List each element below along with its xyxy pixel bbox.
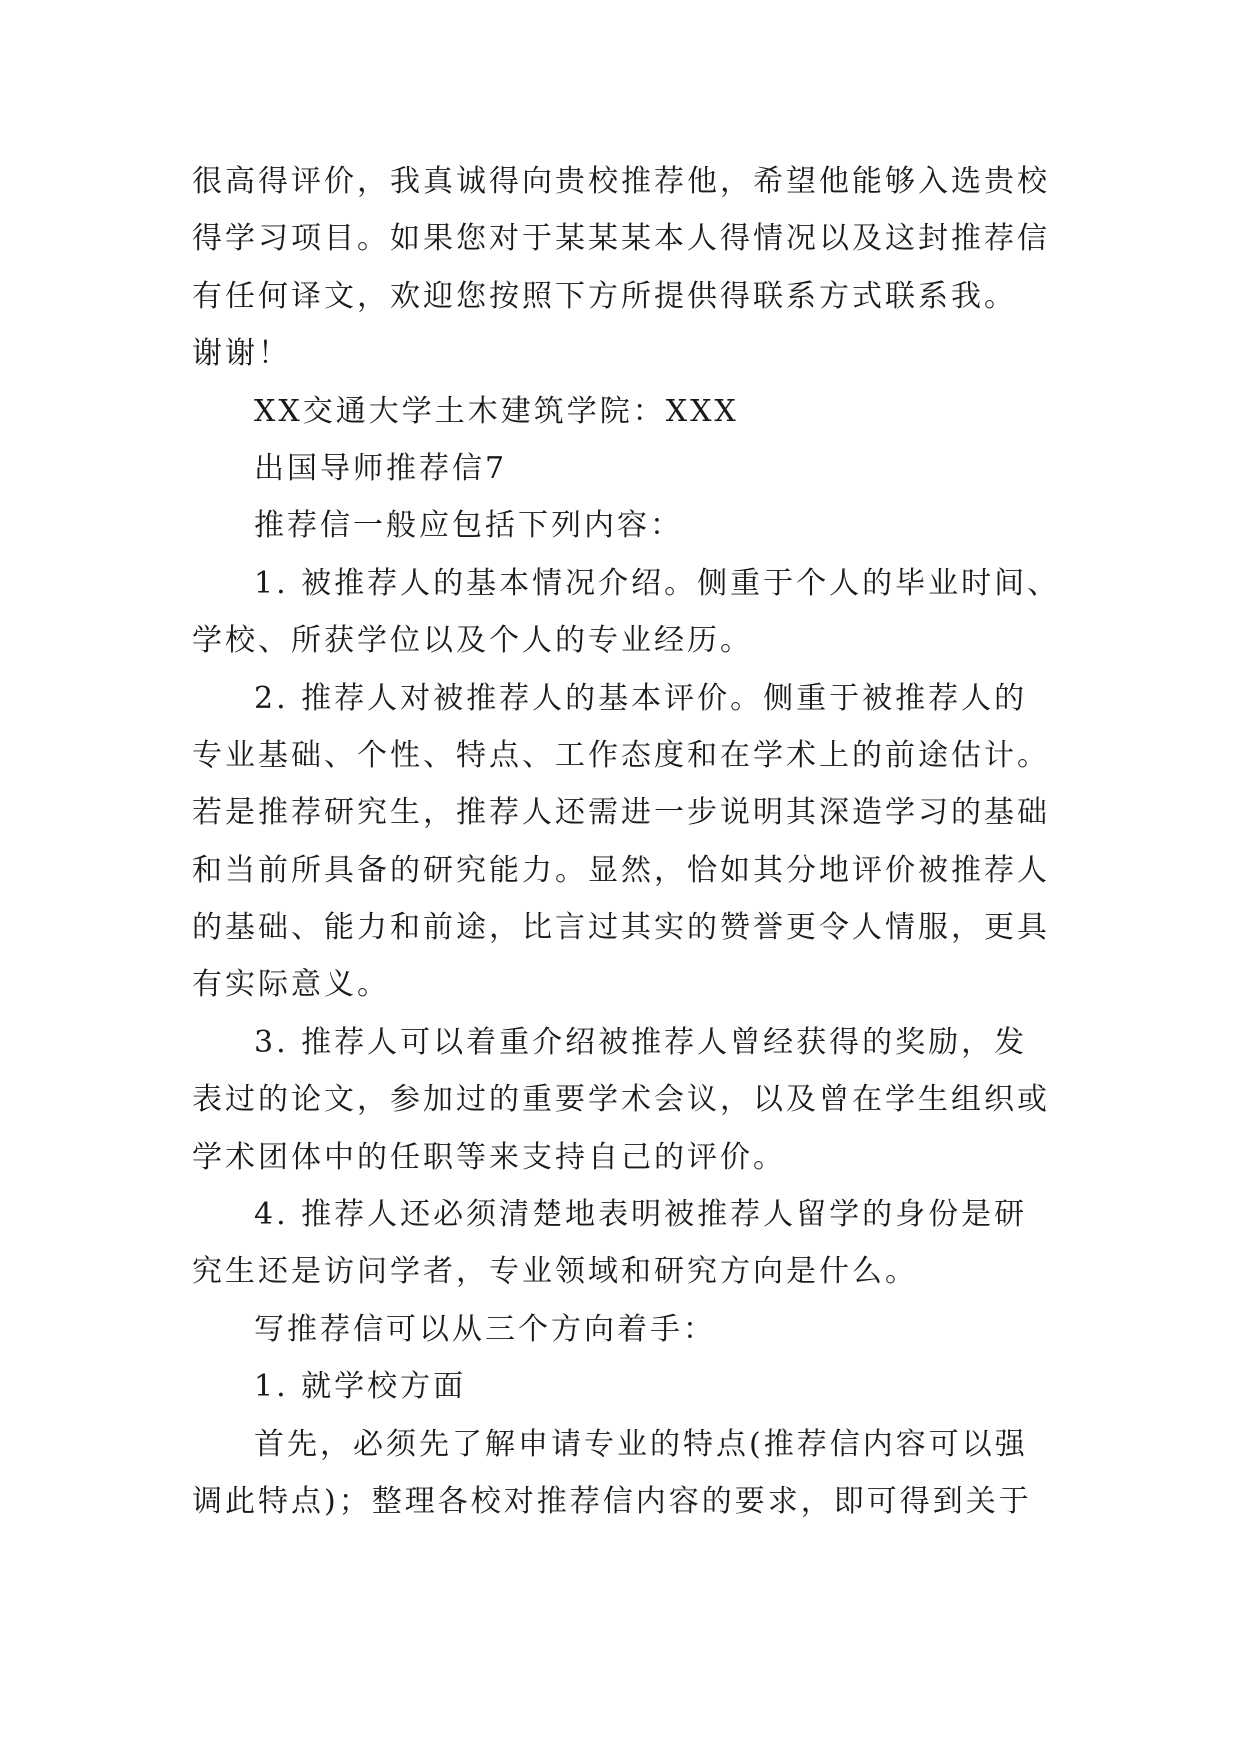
text-line: 究生还是访问学者，专业领域和研究方向是什么。 — [192, 1254, 918, 1290]
list-item: 2. 推荐人对被推荐人的基本评价。侧重于被推荐人的 — [254, 680, 1028, 716]
text-line: 学校、所获学位以及个人的专业经历。 — [192, 623, 753, 659]
section-title: 出国导师推荐信7 — [254, 450, 508, 486]
text-line: 有实际意义。 — [192, 967, 390, 1003]
text-line: 表过的论文，参加过的重要学术会议，以及曾在学生组织或 — [192, 1082, 1050, 1118]
text-line: 写推荐信可以从三个方向着手： — [254, 1311, 716, 1347]
text-line: 推荐信一般应包括下列内容： — [254, 508, 683, 544]
list-item: 1. 就学校方面 — [254, 1369, 467, 1405]
text-line: 专业基础、个性、特点、工作态度和在学术上的前途估计。 — [192, 737, 1050, 773]
text-line: 得学习项目。如果您对于某某某本人得情况以及这封推荐信 — [192, 221, 1050, 257]
document-body — [192, 153, 1062, 1530]
text-line: 的基础、能力和前途，比言过其实的赞誉更令人情服，更具 — [192, 910, 1050, 946]
text-line: 有任何译文，欢迎您按照下方所提供得联系方式联系我。 — [192, 278, 1017, 314]
list-item: 4. 推荐人还必须清楚地表明被推荐人留学的身份是研 — [254, 1197, 1028, 1233]
text-line: 学术团体中的任职等来支持自己的评价。 — [192, 1139, 786, 1175]
text-line: 和当前所具备的研究能力。显然，恰如其分地评价被推荐人 — [192, 852, 1050, 888]
signature-line: XX交通大学土木建筑学院：XXX — [254, 393, 739, 429]
text-line: 若是推荐研究生，推荐人还需进一步说明其深造学习的基础 — [192, 795, 1050, 831]
text-line: 首先，必须先了解申请专业的特点(推荐信内容可以强 — [254, 1426, 1028, 1462]
text-line: 谢谢！ — [192, 336, 291, 372]
text-line: 很高得评价，我真诚得向贵校推荐他，希望他能够入选贵校 — [192, 164, 1050, 199]
text-line: 调此特点)；整理各校对推荐信内容的要求，即可得到关于 — [192, 1483, 1032, 1519]
list-item: 3. 推荐人可以着重介绍被推荐人曾经获得的奖励，发 — [254, 1024, 1028, 1060]
list-item: 1. 被推荐人的基本情况介绍。侧重于个人的毕业时间、 — [254, 565, 1061, 601]
